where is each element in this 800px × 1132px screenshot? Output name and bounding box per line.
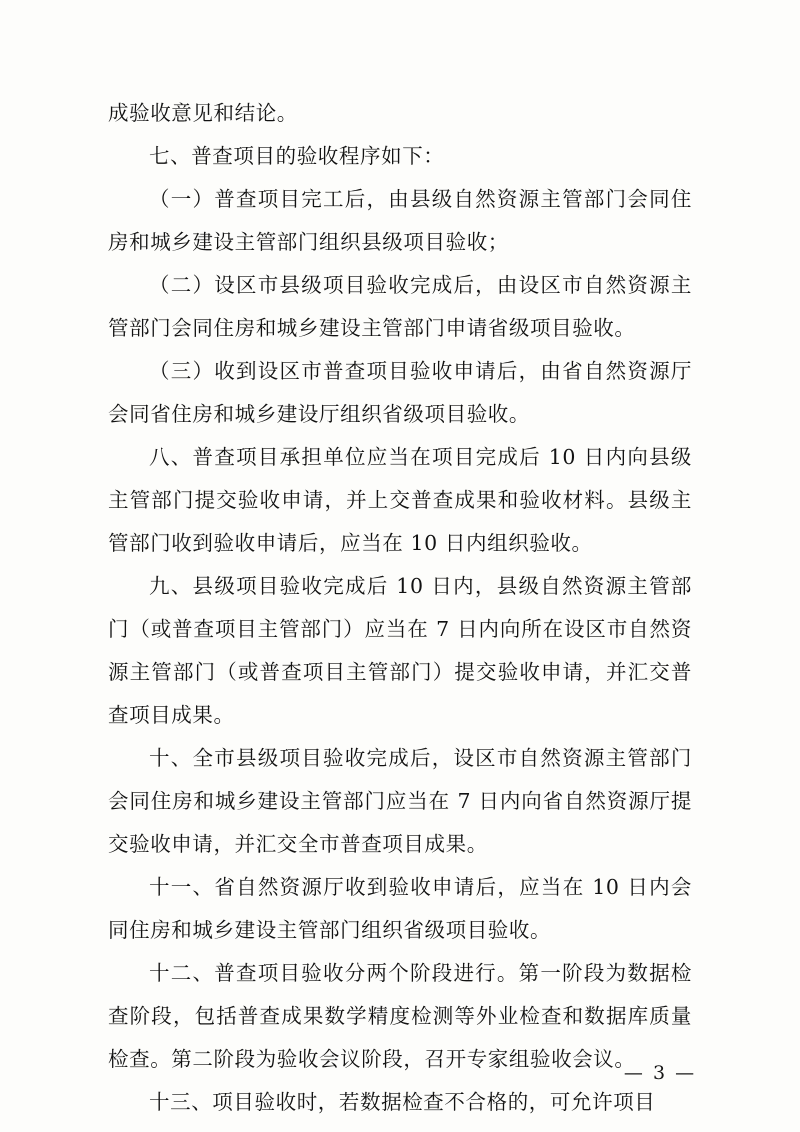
paragraph: 十一、省自然资源厅收到验收申请后，应当在 10 日内会同住房和城乡建设主管部门组织省级项目验收。 [108,875,692,942]
paragraph: 九、县级项目验收完成后 10 日内，县级自然资源主管部门（或普查项目主管部门）应当在 7 日内向所在设区市自然资源主管部门（或普查项目主管部门）提交验收申请，并汇交普查项目成果。 [108,574,692,727]
document-body [108,92,692,1124]
paragraph: 十三、项目验收时，若数据检查不合格的，可允许项目 [149,1090,656,1114]
paragraph: 成验收意见和结论。 [108,101,298,125]
page-number: — 3 — [623,1062,697,1084]
paragraph: （一）普查项目完工后，由县级自然资源主管部门会同住房和城乡建设主管部门组织县级项目验收； [108,187,692,254]
paragraph: （三）收到设区市普查项目验收申请后，由省自然资源厅会同省住房和城乡建设厅组织省级项目验收。 [108,359,692,426]
paragraph: 七、普查项目的验收程序如下： [149,144,445,168]
paragraph: 十二、普查项目验收分两个阶段进行。第一阶段为数据检查阶段，包括普查成果数学精度检测等外业检查和数据库质量检查。第二阶段为验收会议阶段，召开专家组验收会议。 [108,961,692,1071]
page-footer [0,1062,800,1084]
paragraph: （二）设区市县级项目验收完成后，由设区市自然资源主管部门会同住房和城乡建设主管部门申请省级项目验收。 [108,273,692,340]
paragraph: 八、普查项目承担单位应当在项目完成后 10 日内向县级主管部门提交验收申请，并上交普查成果和验收材料。县级主管部门收到验收申请后，应当在 10 日内组织验收。 [108,445,692,555]
paragraph: 十、全市县级项目验收完成后，设区市自然资源主管部门会同住房和城乡建设主管部门应当在 7 日内向省自然资源厅提交验收申请，并汇交全市普查项目成果。 [108,746,692,856]
